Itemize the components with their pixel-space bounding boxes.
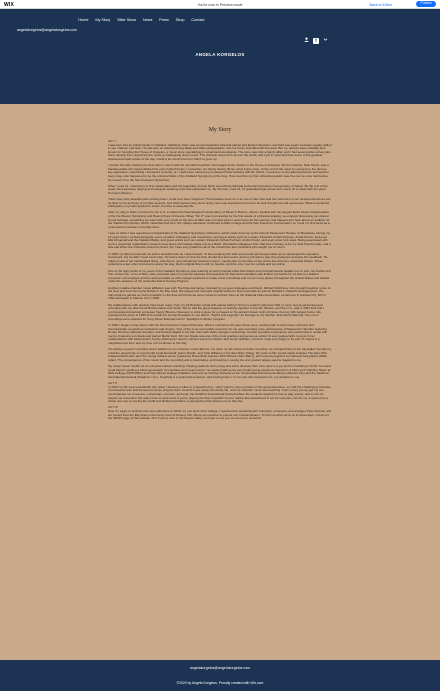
nav-item-slide-show[interactable]: Slide Show [117,18,137,22]
story-paragraph: After my stay in Paris I returned to the U.S. to attend the New England Conservatory of Music in Boston, where I studied with the elegant flutist James Pappoutsakis of the the Boston Symphony and Boston Pops Orchestra. When "Mr. P" was not traveling for the first weeks of orchestral playing, we enjoyed discussing our shared Greek heritage, something we were both very proud of. My time at NEC was cut short when I went home for the summer and happened to hear about an audition for the Oakland Symphony, which I attended and won. My college education continued at Mills College and the San Francisco Conservatory so I took my first steps as a professional musician in the Bay Area. [108,210,330,229]
story-paragraph: In 2001 my life took a wonderful turn when I became mother to a beautiful boy. I didn't want to miss a minute of this great adventure, so I left the challenging schedule of orchestral work and focused on those projects that I could fit more easily into family life, such as chamber music and teaching. From a very young age my son accompanied me to lessons, rehearsals, concerts, and even the Stratford International Festival where the students taught him how to play soccer, and in turn he helped me remember this was a time to work hard. If you're playing the flute it wouldn't hurt to realize that parenthood is not for everyone, but for me, it opened up a whole new way of seeing the world and finding inspiration, a perspective that inspires me to this day. [108,384,331,404]
site-footer [0,660,440,691]
story-paragraph: Now I'm eager to embrace the next adventure in 2018, my son went off to college, I resumed the wonderful jazz trumpeter, composer, and arranger Peter Aranda, and we moved from the Bay Area to the lovely town of Arnaud, OR, where we continue to pursue our musical dreams. To find out what we're up to these days, check out the NEWS page of this website. And if you're ever in the Rogue Valley, we hope to see you at one of our concerts! [108,408,332,421]
story-paragraph: I've always enjoyed recording and in addition to my chamber music albums, I've done my fair share of studio recording. As principal flutist of the Skywalker Symphony, I had the opportunity to record with Linda Ronstadt, Aaron Neville, and John Williams in his Star Wars Trilogy. My work on film sound tracks includes The Man Who Captured Eichmann and The Young Indiana Jones (Lawrence Rosenthal), Dances With Wolves (John Barry), and several programs for National Geographic (Mark Adler). The convergence of live music and the recording arts is fascinating, and hearing or seeing the end product always seems magical to me. [108,347,332,362]
nav-item-shop[interactable]: Shop [175,18,185,22]
story-paragraph: When I was 12, I attended my first masterclass with the legendary French flutist Jean-Pierre Rampal at the San Francisco Conservatory of Music. By the end of the week, his expressive playing and energetic teaching style had captivated me. By the time I was 14, I'd graduated high school and I went off to study with the great Hermann Wanner. [108,183,328,195]
nav-item-home[interactable]: Home [78,18,89,22]
story-paragraph: I was so when I was appointed principal flutist of the Oakland Symphony Orchestra, which made its home at the historic Paramount Theater on Broadway. During my 14 years there I worked alongside some excellent colleagues and conductors, and guest artists such as Luciano Pavarotti, Itzhak Perlman, André Previn, and even Ella Fitzgerald and the Oakland Ballet, and guest artists such as Luciano Pavarotti, Itzhak Perlman, André Previn, and even a few rock stars. Being associated with such a respected organization opened many doors and helped shape me as a flutist. Wonderful colleagues from that time continue to be my dear friends today, and a little sad when the orchestra closed its doors, but I was very grateful to all of the conductors and musicians who taught me so much. [108,231,331,250]
footer-copyright: ©2020 by Angela Korgelos. Proudly created with Wix.com [176,681,264,685]
act-heading: ACT II: [108,381,118,386]
wix-preview-bar [0,0,440,9]
story-paragraph: My collaborations with pianists have been many, from my 1978 debut recital with pianist Kathryn Stott in London's Wigmore Hall, to more recent performing and recording with my dear friend British pianist Zoë Smith. We've had the great pleasure of working together in the UK, Mexico, and the U.S., and in 1997 Zoë and I commissioned American composer Nancy Bloomer Deussen to write a piece for us based on the ancient Greek myth of Icarus, the boy with winged home. We premiered the piece in 1998 and recorded it shortly thereafter on our album, "Myths and Legends" an homage to my teacher Jean-Pierre Rampal. Two of our recordings were selected for Sony Music Entertainment's "Spotlight on Music" program. [108,302,324,321]
site-owner-name: ANGELA KORGELOS [195,52,245,57]
story-paragraph: Another notable chamber music affiliation was with The Flute Exchange, founded by my good colleague and friend, Richard McKinney, who brought together some of the best and most fun-loving flutists in the Bay Area. We played and recorded original works for flute ensemble as well as Richard's masterful arrangements. His transcriptions gained so much popularity in the flute world that we were invited to perform them at the National Flute Association conference in Kansas City, MO in 1991 and again in Atlanta, GA in 1996. [108,285,331,301]
nav-item-my-story[interactable]: My Story [95,18,111,22]
story-paragraph: I started formally studying the flute when I was 9 with the wonderful teachers who taught at the studios in the House of Korgelos. My first teacher, Dale Harris, was a bandspecialist who had published his own method books. I remember our family having dinner at his home once. At the end of the meal, he opened up the famous key signatures. Good thing I answered correctly, or I might have missed out on dessert! After working with Mr. Harris, I moved on to the gifted performer and teacher Gary Gray, who happened to be the principal flutist of the Oakland Symphony at the time. How cool that my first orchestra position was the one he once held before he moved on to the San Francisco Symphony. [108,163,329,182]
preview-notice-text: You're now in Preview mode [197,2,243,7]
footer-email-link[interactable]: angelakorgelos@angelakorgelos.com [189,666,251,670]
story-paragraph: I was born into an artistic family in Oakland, California. Mom was an accomplished classical pianist and fashion illustrator, and Dad was a jazz musician equally skilled in sax, clarinet, and flute. He was also an award-winning black and white photographer, and our home was filled with his work. But my parents were probably best known for founding the House of Korgelos, a music store specializing in rental band woodwinds. The store was truly a family affair, and I had several after-school jobs there ranging from organizing the reeds to cataloguing sheet music. The clientele came from all over the world, and I got to meet and hear some of the greatest classical and jazz artists of the day. Could a fun environment in which to grow up. [108,142,332,161]
nav-item-press[interactable]: Press [159,18,169,22]
chevron-down-icon[interactable] [323,37,328,44]
account-icon[interactable] [304,37,309,44]
back-to-editor-link[interactable]: Back to Editor [369,2,392,7]
header-email-link[interactable]: angelakorgelos@angelakorgelos.com [17,28,78,32]
story-paragraph: One of the high points of my years in the Oakland Symphony was teaming up with principal cellist Dan Reiter and principal bassist Natalie Cox to form the Pacific Arts Trio. At the time, a trio of flute, cello, and harp was not common because the repertoire for that instrumentation was limited, but luckily for us Dan is a brilliant composer and arranger and his work provided us with enough repertoire to make a few recordings and to tour many places throughout the United States and Alaska under the auspices of the Columbia Artists Touring Program. [108,268,332,284]
story-paragraph: There was more beautiful and exciting than I could ever have imagined. The Parisians took me in as one of their own and the memories of our shared adventures are as dear to me as those of my flute lessons. And what lessons they were! Every note was important and had to be well thought out and expressive. What a wonderful philosopher, my Latin applied to music, but also to everyday life. [108,197,331,209]
act-heading: ACT I: [108,139,117,143]
nav-item-contact[interactable]: Contact [191,18,205,22]
header-icons [304,37,328,44]
nav-item-news[interactable]: News [142,18,153,22]
story-paragraph: In 1984 my father presented me with a beautiful flute he made himself. I'd been helping him with some head joint design ideas as he developed his signature instrument, but he didn't need much help. He had a vision of how the flute should feel and sound, and my job was to play the prototypes and give him feedback. He made a total of ten handcrafted flutes, and they're now considered collector's items, sought after by the likes of top-of-the-line and very respected flutists. These collections a few other instruments along the way. Dad's original flute is still my favorite, and the one I use for recitals and recording. [108,251,328,267]
site-header [0,9,440,104]
story-paragraph: In 1990 I began a long career with the San Francisco Opera Orchestra. What a marvelous 20 years those were, working with a world class orchestra and internationally recognized conductors and singers. One of the most memorable moments for me was recording a live performance of Massenet's Werther featuring Renée Fleming, Marcelo Giordani, and Dolores Ziajick in the title roles with Valery Gergiev conducting. Another wonderful experience was performing in recital with mezzo Frederica von Stade and pianist Martin Katz. Flic von Stade was one of the most gracious and generous artists I'd ever worked with, not just in her collaborations with fellow artists, but by offering her heart to various women's shelters and senior facilities, concerts I was very happy to be part of. Opera is a magnificent art form and my love of it continues to this day. [108,323,328,346]
story-paragraph: My music career would not be complete without teaching. Helping students both young and old to discover their own voice is a joy and it's humbling to think I've had a small hand in guiding a future generation of musicians and music lovers. I've worked with some very bright young people as instructor of Flute and Chamber Music at Mills College (1978-2001) and Holy Names College (Oakland, CA) and as Visiting Instructor at the Universidad Autónoma de México (Mexico City) and the Stratford International Festival (Stratford, U.K.). Teaching is a reciprocal endeavor, and looking back, I'm not sure who learned more, my students or me. [108,364,332,379]
facebook-icon[interactable]: f [313,38,319,44]
main-nav [75,18,208,22]
main-content [0,104,440,660]
publish-button[interactable]: Publish [416,1,436,7]
wix-logo[interactable]: WIX [4,1,15,8]
page-title: My Story [208,127,232,133]
story-text [108,140,332,423]
act-heading: ACT III: [108,405,119,410]
